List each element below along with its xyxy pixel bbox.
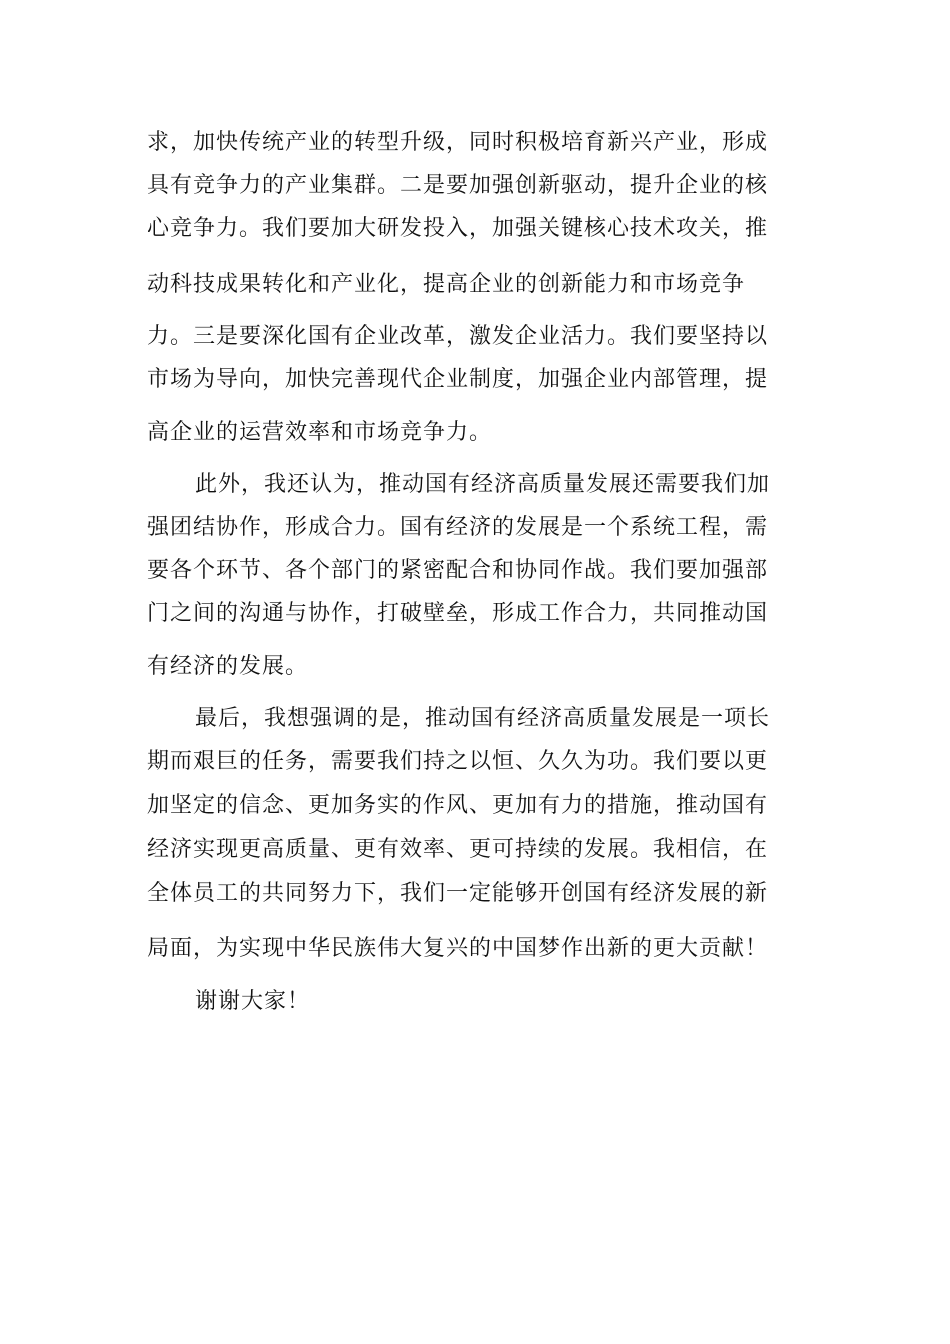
text-line-17: 全体员工的共同努力下，我们一定能够开创国有经济发展的新 <box>147 881 769 906</box>
text-line-13: 最后，我想强调的是，推动国有经济高质量发展是一项长 <box>195 706 771 731</box>
text-line-4: 动科技成果转化和产业化，提高企业的创新能力和市场竞争 <box>147 272 746 297</box>
text-line-5: 力。三是要深化国有企业改革，激发企业活力。我们要坚持以 <box>147 324 769 349</box>
text-line-7: 高企业的运营效率和市场竞争力。 <box>147 420 493 445</box>
text-line-2: 具有竞争力的产业集群。二是要加强创新驱动，提升企业的核 <box>147 173 769 198</box>
text-line-1: 求，加快传统产业的转型升级，同时积极培育新兴产业，形成 <box>147 130 769 155</box>
text-line-15: 加坚定的信念、更加务实的作风、更加有力的措施，推动国有 <box>147 793 769 818</box>
text-line-6: 市场为导向，加快完善现代企业制度，加强企业内部管理，提 <box>147 367 769 392</box>
text-line-8: 此外，我还认为，推动国有经济高质量发展还需要我们加 <box>195 472 771 497</box>
text-line-10: 要各个环节、各个部门的紧密配合和协同作战。我们要加强部 <box>147 558 769 583</box>
text-line-19: 谢谢大家！ <box>195 989 311 1014</box>
text-line-18: 局面，为实现中华民族伟大复兴的中国梦作出新的更大贡献！ <box>147 936 769 961</box>
text-line-11: 门之间的沟通与协作，打破壁垒，形成工作合力，共同推动国 <box>147 601 769 626</box>
text-line-16: 经济实现更高质量、更有效率、更可持续的发展。我相信，在 <box>147 837 769 862</box>
text-line-9: 强团结协作，形成合力。国有经济的发展是一个系统工程，需 <box>147 515 769 540</box>
text-line-12: 有经济的发展。 <box>147 654 309 679</box>
text-line-14: 期而艰巨的任务，需要我们持之以恒、久久为功。我们要以更 <box>147 749 769 774</box>
text-line-3: 心竞争力。我们要加大研发投入，加强关键核心技术攻关，推 <box>147 216 769 241</box>
